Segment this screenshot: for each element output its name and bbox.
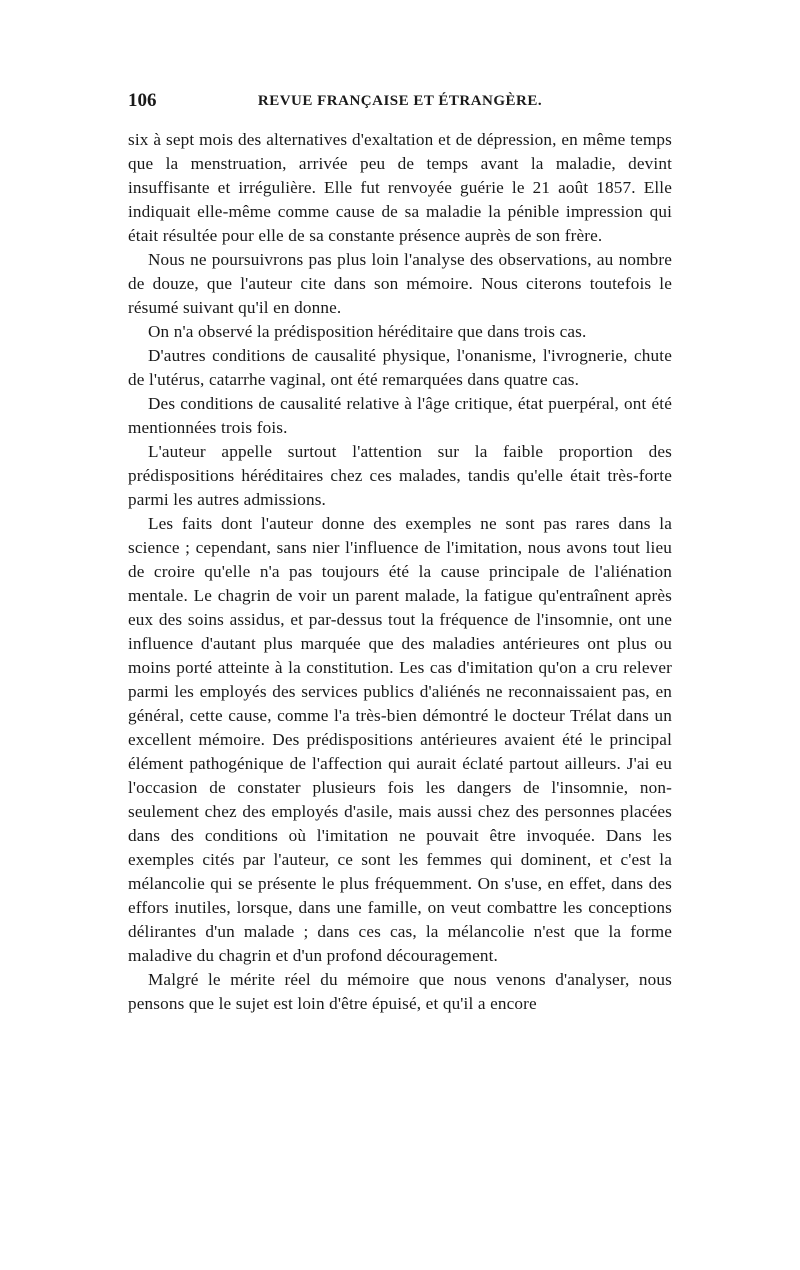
paragraph: Les faits dont l'auteur donne des exemples ne sont pas rares dans la science ; cependant, sans nier l'influence de l'imitation, nous avons tout lieu de croire qu'elle n'a pas toujours été la cause principale de l'aliénation mentale. Le chagrin de voir un parent malade, la fatigue qu'entraînent après eux des soins assidus, et par-dessus tout la fréquence de l'insomnie, ont une influence d'autant plus marquée que des maladies antérieures ont plus ou moins porté atteinte à la constitution. Les cas d'imitation qu'on a cru relever parmi les employés des services publics d'aliénés ne reconnaissaient pas, en général, cette cause, comme l'a très-bien démontré le docteur Trélat dans un excellent mémoire. Des prédispositions antérieures avaient été le principal élément pathogénique de l'affection qui aurait éclaté partout ailleurs. J'ai eu l'occasion de constater plusieurs fois les dangers de l'insomnie, non-seulement chez des employés d'asile, mais aussi chez des personnes placées dans des conditions où l'imitation ne pouvait être invoquée. Dans les exemples cités par l'auteur, ce sont les femmes qui dominent, et c'est la mélancolie qui se présente le plus fréquemment. On s'use, en effet, dans des effors inutiles, lorsque, dans une famille, on veut combattre les conceptions délirantes d'un malade ; dans ces cas, la mélancolie n'est que la forme maladive du chagrin et d'un profond découragement. bbox=[128, 514, 672, 965]
page bbox=[128, 90, 672, 1016]
paragraph: Malgré le mérite réel du mémoire que nous venons d'analyser, nous pensons que le sujet est loin d'être épuisé, et qu'il a encore bbox=[128, 970, 672, 1013]
page-header bbox=[128, 90, 672, 120]
paragraph: Nous ne poursuivrons pas plus loin l'analyse des observations, au nombre de douze, que l'auteur cite dans son mémoire. Nous citerons toutefois le résumé suivant qu'il en donne. bbox=[128, 250, 672, 317]
paragraph: Des conditions de causalité relative à l'âge critique, état puerpéral, ont été mentionnées trois fois. bbox=[128, 394, 672, 437]
running-title: REVUE FRANÇAISE ET ÉTRANGÈRE. bbox=[257, 93, 543, 109]
paragraph: On n'a observé la prédisposition héréditaire que dans trois cas. bbox=[148, 322, 587, 341]
page-number: 106 bbox=[128, 90, 157, 111]
paragraph: D'autres conditions de causalité physique, l'onanisme, l'ivrognerie, chute de l'utérus, catarrhe vaginal, ont été remarquées dans quatre cas. bbox=[128, 346, 672, 389]
paragraph: six à sept mois des alternatives d'exaltation et de dépression, en même temps que la menstruation, arrivée peu de temps avant la maladie, devint insuffisante et irrégulière. Elle fut renvoyée guérie le 21 août 1857. Elle indiquait elle-même comme cause de sa maladie la pénible impression qui était résultée pour elle de sa constante présence auprès de son frère. bbox=[128, 130, 672, 245]
paragraph: L'auteur appelle surtout l'attention sur la faible proportion des prédispositions héréditaires chez ces malades, tandis qu'elle était très-forte parmi les autres admissions. bbox=[128, 442, 672, 509]
body-text bbox=[128, 128, 672, 1016]
